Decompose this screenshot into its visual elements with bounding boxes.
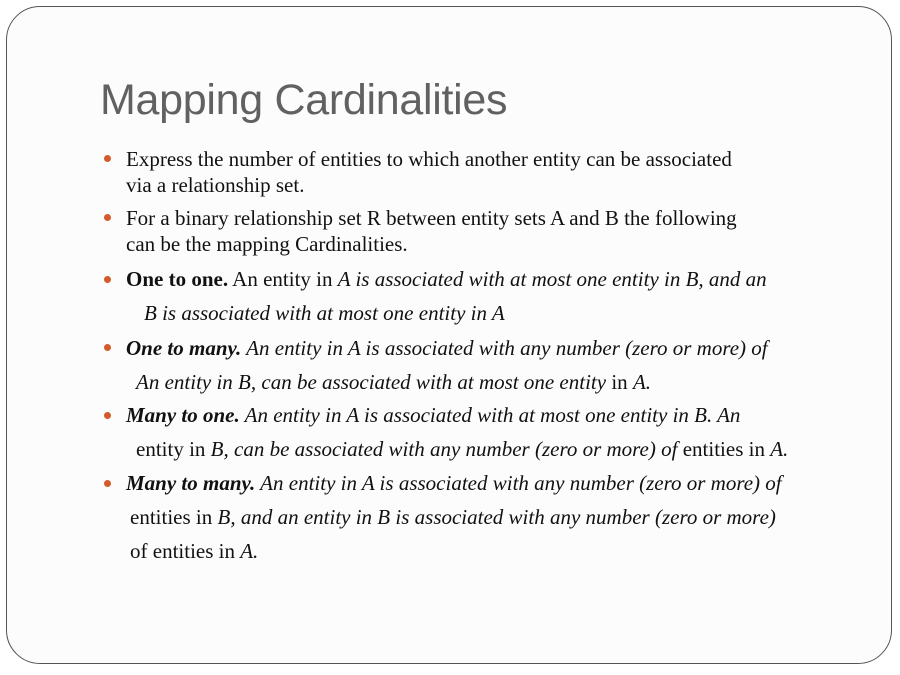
bullet-2-line-2: can be the mapping Cardinalities.: [126, 232, 408, 256]
one-to-many-line-2: [136, 370, 651, 394]
many-to-one-line-2: [136, 437, 788, 461]
text: entity in: [136, 437, 211, 461]
text: A.: [632, 370, 652, 394]
many-to-many-line-2: [130, 505, 776, 529]
text: B, and an entity in B is associated with any number (zero or more): [217, 505, 776, 529]
text: An entity in: [228, 267, 338, 291]
many-to-one-heading: Many to one.: [126, 403, 240, 427]
bullet-icon: [104, 155, 111, 162]
text: entities in: [130, 505, 218, 529]
many-to-one-line-1: [126, 403, 740, 427]
text: A is associated with at most one entity in B, and an: [337, 267, 767, 291]
bullet-2-line-1: For a binary relationship set R between entity sets A and B the following: [126, 206, 737, 230]
text: of entities in: [130, 539, 241, 563]
many-to-many-line-1: [126, 471, 782, 495]
bullet-icon: [104, 276, 111, 283]
text: An entity in A is associated with at most one entity in B. An: [239, 403, 741, 427]
one-to-one-line-1: [126, 267, 767, 291]
one-to-many-heading: One to many.: [126, 336, 242, 360]
bullet-icon: [104, 214, 111, 221]
text: B, can be associated with any number (zero or more) of: [210, 437, 678, 461]
bullet-icon: [104, 480, 111, 487]
text: An entity in A is associated with any number (zero or more) of: [255, 471, 782, 495]
text: An entity in A is associated with any number (zero or more) of: [241, 336, 768, 360]
text: entities in: [677, 437, 771, 461]
bullet-1-line-1: Express the number of entities to which another entity can be associated: [126, 147, 732, 171]
bullet-icon: [104, 412, 111, 419]
text: A.: [240, 539, 259, 563]
bullet-icon: [104, 344, 111, 351]
many-to-many-line-3: [130, 539, 258, 563]
one-to-one-line-2: B is associated with at most one entity in A: [144, 301, 505, 325]
text: in: [606, 370, 633, 394]
text: An entity in B, can be associated with at most one entity: [136, 370, 607, 394]
bullet-1-line-2: via a relationship set.: [126, 173, 305, 197]
one-to-many-line-1: [126, 336, 768, 360]
one-to-one-heading: One to one.: [126, 267, 229, 291]
text: A.: [770, 437, 789, 461]
slide-title: Mapping Cardinalities: [100, 76, 508, 124]
many-to-many-heading: Many to many.: [126, 471, 256, 495]
